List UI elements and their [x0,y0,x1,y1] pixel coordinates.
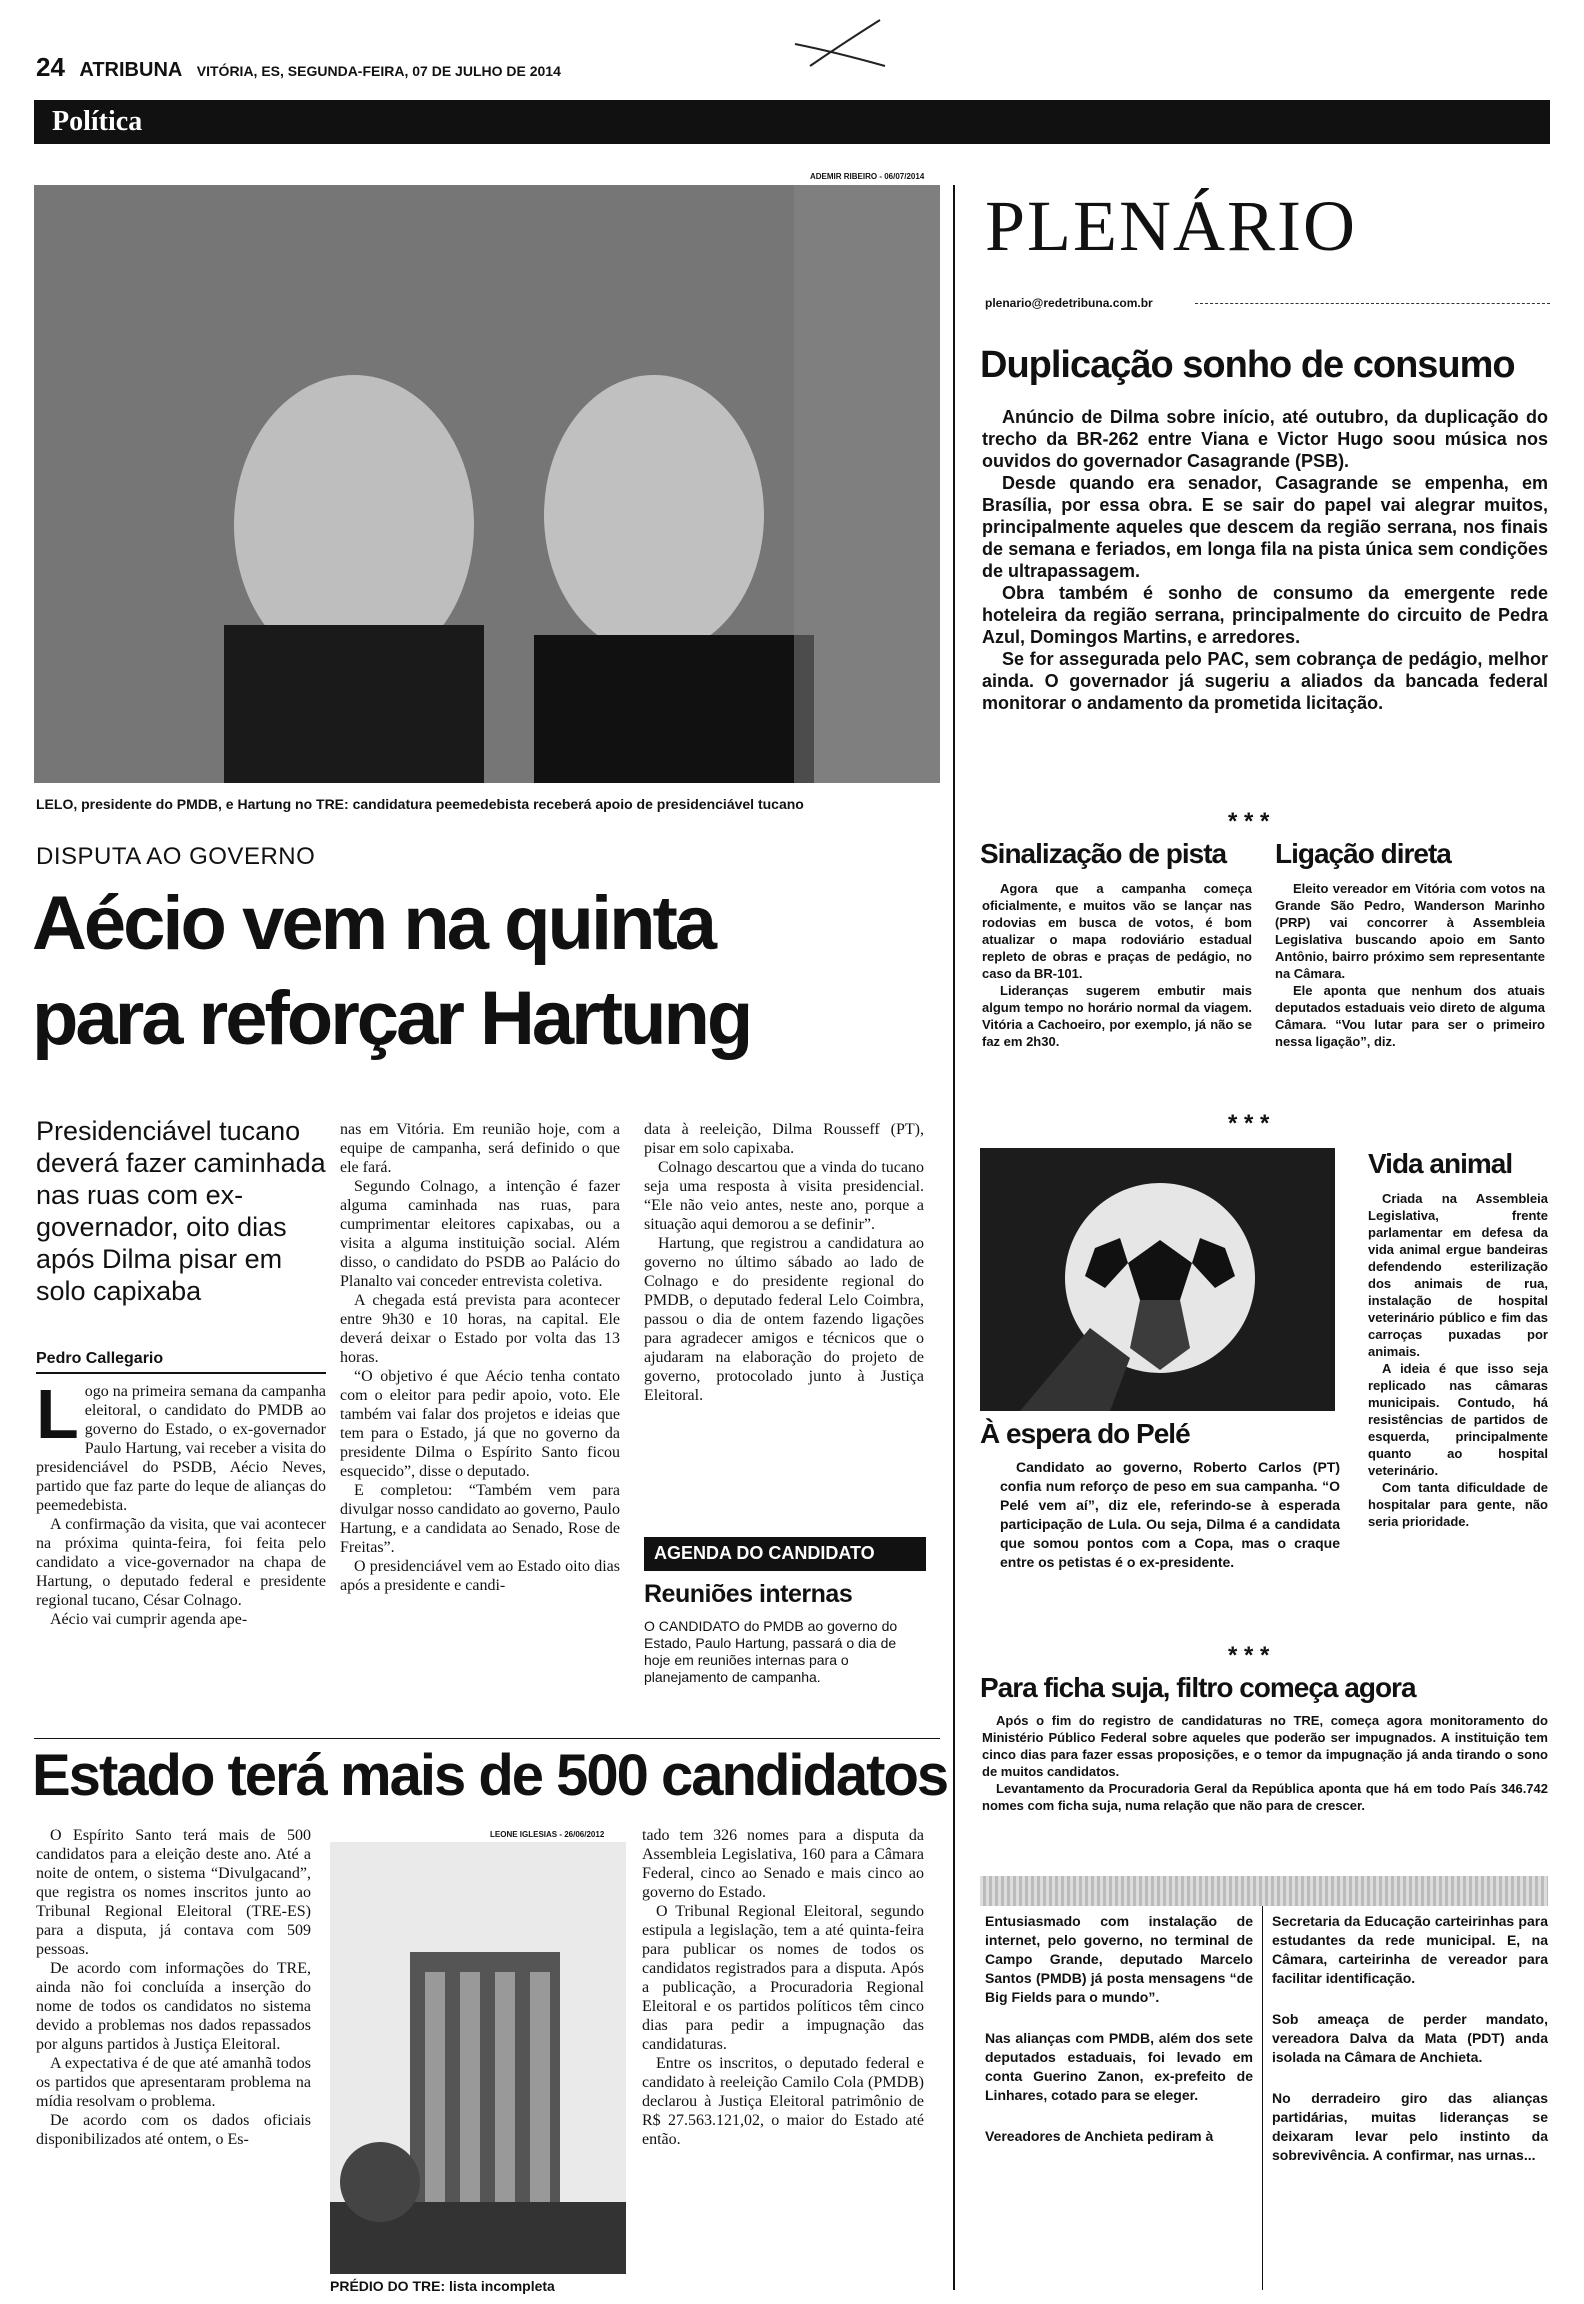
byline: Pedro Callegario [36,1350,164,1367]
second-story-rule [34,1738,940,1739]
ball-photo [980,1148,1335,1411]
ficha-p2: Levantamento da Procuradoria Geral da República aponta que há em todo País 346.742 nomes com ficha suja, numa relação que não para de crescer. [982,1781,1548,1813]
sinal-title: Sinalização de pista [980,838,1227,869]
notes-right-p1: Secretaria da Educação carteirinhas para estudantes da rede municipal. E, na Câmara, carteirinha de vereador para facilitar identificação. [1272,1913,1548,1986]
second-col3-p1: tado tem 326 nomes para a disputa da Assembleia Legislativa, 160 para a Câmara Federal, cinco ao Senado e mais cinco ao governo do Estado. [642,1827,924,1901]
pele-body [1000,1458,1340,1572]
lead-col1-p3: Aécio vai cumprir agenda ape- [50,1611,248,1628]
lead-photo-credit: ADEMIR RIBEIRO - 06/07/2014 [810,172,925,181]
second-col1-p3: A expectativa é de que até amanhã todos os partidos que apresentaram problema na mídia resolvam o problema. [36,2055,311,2110]
lead-col1-p2: A confirmação da visita, que vai acontecer na próxima quinta-feira, foi feita pelo candidato a vice-governador na chapa de Hartung, o deputado federal e presidente regional tucano, César Colnago. [36,1516,326,1609]
second-col1-p4: De acordo com os dados oficiais disponibilizados até ontem, o Es- [36,2112,311,2148]
sinal-p2: Lideranças sugerem embutir mais algum tempo no horário normal da viagem. Vitória a Cachoeiro, por exemplo, já não se faz em 2h30. [982,983,1252,1049]
separator-1: * * * [1228,808,1270,835]
section-label: Política [52,106,143,137]
ficha-body [982,1712,1548,1814]
pele-p1: Candidato ao governo, Roberto Carlos (PT) confia num reforço de peso em sua campanha. “O Pelé vem aí”, diz ele, referindo-se à esperada participação de Lula. Ou seja, Dilma é a candidata que somou pontos com a Copa, mas o craque entre os petistas é o ex-presidente. [1000,1459,1340,1570]
separator-3: * * * [1228,1642,1270,1669]
lead-photo [34,185,940,783]
plenario-rule [1195,303,1550,304]
notes-left [985,1912,1253,2146]
ligacao-p1: Eleito vereador em Vitória com votos na Grande São Pedro, Wanderson Marinho (PRP) vai concorrer à Assembleia Legislativa buscando apoio em Santo Antônio, bairro próximo sem representante na Câmara. [1275,881,1545,981]
lead-col3-p3: Hartung, que registrou a candidatura ao governo no último sábado ao lado de Colnago e do presidente regional do PMDB, o deputado federal Lelo Coimbra, passou o dia de ontem fazendo ligações para agradecer amigos e técnicos que o ajudaram na elaboração do projeto de governo, protocolado junto à Justiça Eleitoral. [644,1235,924,1404]
agenda-label: AGENDA DO CANDIDATO [654,1543,875,1563]
headline-line-1: Aécio vem na quinta [32,881,715,966]
kicker: DISPUTA AO GOVERNO [36,843,316,870]
plenario-email: plenario@redetribuna.com.br [985,296,1153,310]
notes-right-p2: Sob ameaça de perder mandato, vereadora Dalva da Mata (PDT) anda isolada na Câmara de Anchieta. [1272,2011,1548,2065]
animal-p1: Criada na Assembleia Legislativa, frente parlamentar em defesa da vida animal ergue bandeiras defendendo esterilização dos animais de rua, instalação de hospital veterinário público e fim das carroças puxadas por animais. [1368,1191,1548,1359]
notes-left-p1: Entusiasmado com instalação de internet, pelo governo, no terminal de Campo Grande, deputado Marcelo Santos (PMDB) já posta mensagens “de Big Fields para o mundo”. [985,1913,1253,2005]
lead-col3-p2: Colnago descartou que a vinda do tucano seja uma resposta à visita presidencial. “Ele não veio antes, neste ano, porque a situação aqui demorou a se definir”. [644,1159,924,1233]
second-col-1 [36,1826,311,2149]
second-col3-p3: Entre os inscritos, o deputado federal e candidato à reeleição Camilo Cola (PMDB) declarou à Justiça Eleitoral patrimônio de R$ 27.563.121,02, o maior do Estado até então. [642,2055,924,2148]
lead-col2-p2: Segundo Colnago, a intenção é fazer alguma caminhada nas ruas, para cumprimentar eleitores capixabas, ou a visita a alguma instituição social. Além disso, o candidato do PSDB ao Palácio do Planalto vai conceder entrevista coletiva. [340,1178,620,1290]
column-divider [953,185,955,2290]
ficha-title: Para ficha suja, filtro começa agora [980,1672,1416,1703]
lead-col2-p4: “O objetivo é que Aécio tenha contato com o eleitor para pedir apoio, voto. Ele também vai falar dos projetos e ideias que tem para o Estado, já que no governo da presidente Dilma o Espírito Santo ficou esquecido”, disse o deputado. [340,1368,620,1480]
agenda-text: O CANDIDATO do PMDB ao governo do Estado, Paulo Hartung, passará o dia de hoje em reuniões internas para o planejamento de campanha. [644,1618,898,1685]
headline-line-2: para reforçar Hartung [32,976,751,1061]
lead-photo-caption: LELO, presidente do PMDB, e Hartung no TRE: candidatura peemedebista receberá apoio de presidenciável tucano [36,796,804,812]
lead-col2-p6: O presidenciável vem ao Estado oito dias após a presidente e candi- [340,1558,620,1594]
ficha-p1: Após o fim do registro de candidaturas no TRE, começa agora monitoramento do Ministério Público Federal sobre aqueles que poderão ser impugnados. A instituição tem cinco dias para fazer essas proposições, e o temor da impugnação já anda tirando o sono de muitos candidatos. [982,1713,1548,1779]
paper-name: ATRIBUNA [79,59,183,81]
animal-p3: Com tanta dificuldade de hospitalar para gente, não seria prioridade. [1368,1480,1548,1529]
dropcap: L [36,1375,79,1453]
building-icon [330,1842,626,2274]
plenario-main-p2: Desde quando era senador, Casagrande se empenha, em Brasília, por essa obra. E se sair do papel vai alegrar muitos, principalmente aqueles que descem da região serrana, nos finais de semana e feriados, em longa fila na pista única sem condições de ultrapassagem. [982,473,1548,581]
lead-col2-p3: A chegada está prevista para acontecer entre 9h30 e 10 horas, na capital. Ele deverá deixar o Estado por volta das 13 horas. [340,1292,620,1366]
second-col1-p2: De acordo com informações do TRE, ainda não foi concluída a inserção do nome de todos os candidatos no sistema devido a problemas nos dados repassados por alguns partidos à Justiça Eleitoral. [36,1960,311,2053]
pele-title: À espera do Pelé [980,1418,1190,1449]
animal-body [1368,1190,1548,1530]
second-headline: Estado terá mais de 500 candidatos [32,1743,948,1808]
animal-title: Vida animal [1368,1148,1513,1179]
notes-left-p3: Vereadores de Anchieta pediram à [985,2128,1214,2144]
separator-2: * * * [1228,1110,1270,1137]
masthead [36,52,656,82]
plenario-main-p4: Se for assegurada pelo PAC, sem cobrança de pedágio, melhor ainda. O governador já sugeriu a aliados da bancada federal monitorar o andamento da prometida licitação. [982,649,1548,713]
agenda-title: Reuniões internas [644,1580,853,1608]
plenario-main-headline: Duplicação sonho de consumo [980,344,1515,386]
ligacao-p2: Ele aponta que nenhum dos atuais deputados estaduais veio direto de alguma Câmara. “Vou lutar para ser o primeiro nessa ligação”, diz. [1275,983,1545,1049]
byline-rule [36,1372,326,1374]
sinal-p1: Agora que a campanha começa oficialmente, e muitos vão se lançar nas rodovias em busca de votos, é bom atualizar o mapa rodoviário estadual repleto de obras e praças de pedágio, no caso da BR-101. [982,881,1252,981]
second-photo-caption: PRÉDIO DO TRE: lista incompleta [330,2278,555,2294]
soccer-ball-icon [980,1148,1335,1411]
notes-right-p3: No derradeiro giro das alianças partidárias, muitas lideranças se deixaram levar pelo instinto da sobrevivência. A confirmar, nas urnas... [1272,2090,1548,2163]
second-col3-p2: O Tribunal Regional Eleitoral, segundo estipula a legislação, tem a até quinta-feira para publicar os nomes de todos os candidatos registrados para a disputa. Após a publicação, a Procuradoria Regional Eleitoral e os partidos políticos têm cinco dias para pedir a impugnação das candidaturas. [642,1903,924,2053]
notes-header-bar [980,1876,1548,1906]
notes-right [1272,1912,1548,2165]
plenario-title: PLENÁRIO [985,186,1357,266]
ligacao-body [1275,880,1545,1050]
notes-divider [1262,1906,1263,2290]
dateline: VITÓRIA, ES, SEGUNDA-FEIRA, 07 DE JULHO DE 2014 [196,63,561,79]
section-bar [34,100,1550,144]
plenario-main [982,406,1548,714]
page-number: 24 [36,52,65,82]
photo-figures-icon [34,185,940,783]
second-photo [330,1842,626,2274]
deck: Presidenciável tucano deverá fazer caminhada nas ruas com ex-governador, oito dias após Dilma pisar em solo capixaba [36,1116,326,1306]
handwritten-mark-icon [785,14,895,74]
lead-col-3 [644,1120,924,1405]
lead-col3-p1: data à reeleição, Dilma Rousseff (PT), pisar em solo capixaba. [644,1121,924,1157]
lead-col2-p1: nas em Vitória. Em reunião hoje, com a equipe de campanha, será definido o que ele fará. [340,1121,620,1176]
lead-col1-p1: ogo na primeira semana da campanha eleitoral, o candidato do PMDB ao governo do Estado, o ex-governador Paulo Hartung, vai receber a visita do presidenciável do PSDB, Aécio Neves, partido que faz parte do leque de alianças do peemedebista. [36,1383,327,1514]
animal-p2: A ideia é que isso seja replicado nas câmaras municipais. Contudo, há resistências de partidos de esquerda, principalmente quanto ao hospital veterinário. [1368,1361,1548,1478]
second-col1-p1: O Espírito Santo terá mais de 500 candidatos para a eleição deste ano. Até a noite de ontem, o sistema “Divulgacand”, que registra os nomes inscritos junto ao Tribunal Regional Eleitoral (TRE-ES) para a disputa, já contava com 509 pessoas. [36,1827,311,1958]
ligacao-title: Ligação direta [1275,838,1451,869]
notes-left-p2: Nas alianças com PMDB, além dos sete deputados estaduais, foi levado em conta Guerino Zanon, ex-prefeito de Linhares, cotado para se eleger. [985,2030,1253,2103]
second-photo-credit: LEONE IGLESIAS - 26/06/2012 [490,1830,605,1839]
plenario-main-p3: Obra também é sonho de consumo da emergente rede hoteleira da região serrana, principalmente do circuito de Pedra Azul, Domingos Martins, e arredores. [982,583,1548,647]
lead-col2-p5: E completou: “Também vem para divulgar nosso candidato ao governo, Paulo Hartung, e a candidata ao Senado, Rose de Freitas”. [340,1482,620,1556]
second-col-3 [642,1826,924,2149]
lead-col-2 [340,1120,620,1595]
lead-col-1 [36,1375,327,1629]
sinal-body [982,880,1252,1050]
plenario-main-p1: Anúncio de Dilma sobre início, até outubro, da duplicação do trecho da BR-262 entre Viana e Victor Hugo soou música nos ouvidos do governador Casagrande (PSB). [982,407,1548,471]
